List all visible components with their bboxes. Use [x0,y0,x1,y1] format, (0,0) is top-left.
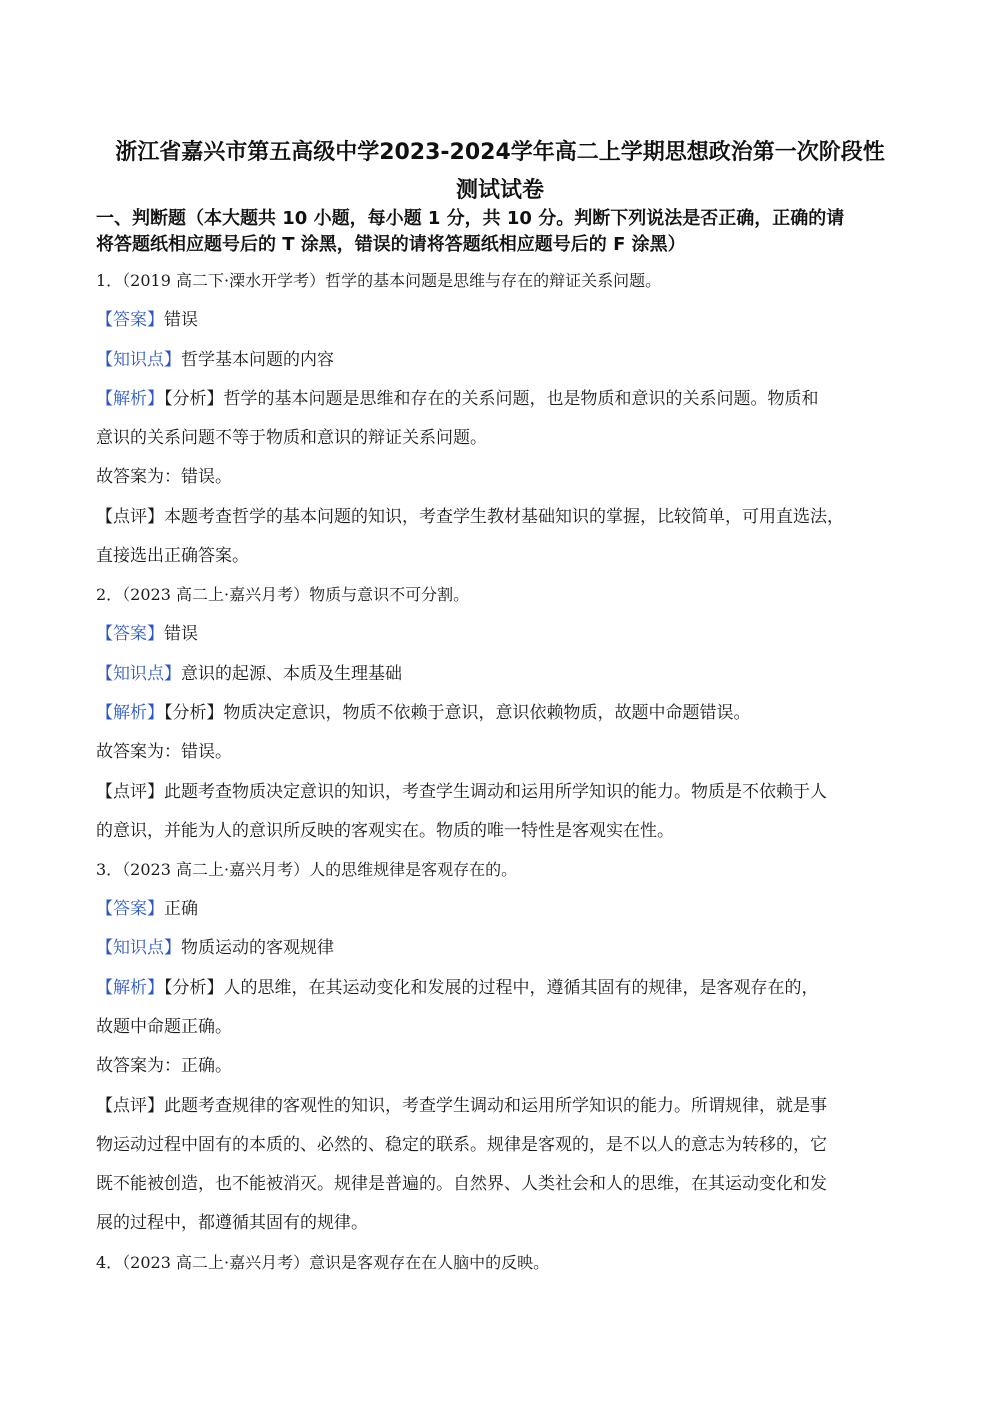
q1-stem: 1．（2019 高二下·溧水开学考）哲学的基本问题是思维与存在的辩证关系问题。 [96,271,662,290]
q2-knowledge: 意识的起源、本质及生理基础 [181,664,402,684]
q1-knowledge-row [96,347,916,373]
q3-comment-line-2: 物运动过程中固有的本质的、必然的、稳定的联系。规律是客观的，是不以人的意志为转移的，它 [96,1135,827,1155]
page-title-line-1: 浙江省嘉兴市第五高级中学2023-2024学年高二上学期思想政治第一次阶段性 [115,140,885,165]
q4-stem: 4．（2023 高二上·嘉兴月考）意识是客观存在在人脑中的反映。 [96,1253,550,1272]
q2-stem: 2．（2023 高二上·嘉兴月考）物质与意识不可分割。 [96,585,470,604]
page-title-line-2: 测试试卷 [455,178,544,203]
q3-answer-row [96,896,916,922]
knowledge-tag: 【知识点】 [96,664,181,684]
q2-analysis-row [96,700,916,726]
q2-analysis-line-1: 【分析】物质决定意识，物质不依赖于意识，意识依赖物质，故题中命题错误。 [164,703,751,723]
section-heading-line-2: 将答题纸相应题号后的 T 涂黑，错误的请将答题纸相应题号后的 F 涂黑） [96,234,686,255]
q3-analysis-line-1: 【分析】人的思维，在其运动变化和发展的过程中，遵循其固有的规律，是客观存在的， [164,978,819,998]
knowledge-tag: 【知识点】 [96,938,181,958]
q1-answer-row [96,307,916,333]
q2-comment-line-1: 【点评】此题考查物质决定意识的知识，考查学生调动和运用所学知识的能力。物质是不依赖于人 [96,782,827,802]
section-heading-line-1: 一、判断题（本大题共 10 小题，每小题 1 分，共 10 分。判断下列说法是否正确，正确的请 [96,208,845,229]
q2-answer-row [96,621,916,647]
answer-tag: 【答案】 [96,899,164,919]
q2-knowledge-row [96,661,916,687]
analysis-tag: 【解析】 [96,978,164,998]
q3-stem: 3．（2023 高二上·嘉兴月考）人的思维规律是客观存在的。 [96,860,518,879]
q3-answer: 正确 [164,899,198,919]
knowledge-tag: 【知识点】 [96,350,181,370]
q1-comment-line-2: 直接选出正确答案。 [96,546,249,566]
q1-answer: 错误 [164,310,198,330]
q3-conclusion: 故答案为：正确。 [96,1056,232,1076]
q1-comment-line-1: 【点评】本题考查哲学的基本问题的知识，考查学生教材基础知识的掌握，比较简单，可用直选法， [96,507,844,527]
analysis-tag: 【解析】 [96,703,164,723]
q1-analysis-row [96,386,916,412]
q3-comment-line-3: 既不能被创造，也不能被消灭。规律是普遍的。自然界、人类社会和人的思维，在其运动变化和发 [96,1174,827,1194]
q3-comment-line-4: 展的过程中，都遵循其固有的规律。 [96,1213,368,1233]
section-heading [96,206,916,258]
q2-answer: 错误 [164,624,198,644]
q3-analysis-row [96,975,916,1001]
q3-comment-line-1: 【点评】此题考查规律的客观性的知识，考查学生调动和运用所学知识的能力。所谓规律，就是事 [96,1096,827,1116]
answer-tag: 【答案】 [96,310,164,330]
q2-comment-line-2: 的意识，并能为人的意识所反映的客观实在。物质的唯一特性是客观实在性。 [96,821,674,841]
q3-analysis-line-2: 故题中命题正确。 [96,1017,232,1037]
q1-knowledge: 哲学基本问题的内容 [181,350,334,370]
q3-knowledge-row [96,935,916,961]
q1-analysis-line-2: 意识的关系问题不等于物质和意识的辩证关系问题。 [96,428,487,448]
answer-tag: 【答案】 [96,624,164,644]
analysis-tag: 【解析】 [96,389,164,409]
q1-conclusion: 故答案为：错误。 [96,467,232,487]
q2-conclusion: 故答案为：错误。 [96,742,232,762]
q1-analysis-line-1: 【分析】哲学的基本问题是思维和存在的关系问题，也是物质和意识的关系问题。物质和 [164,389,819,409]
q3-knowledge: 物质运动的客观规律 [181,938,334,958]
